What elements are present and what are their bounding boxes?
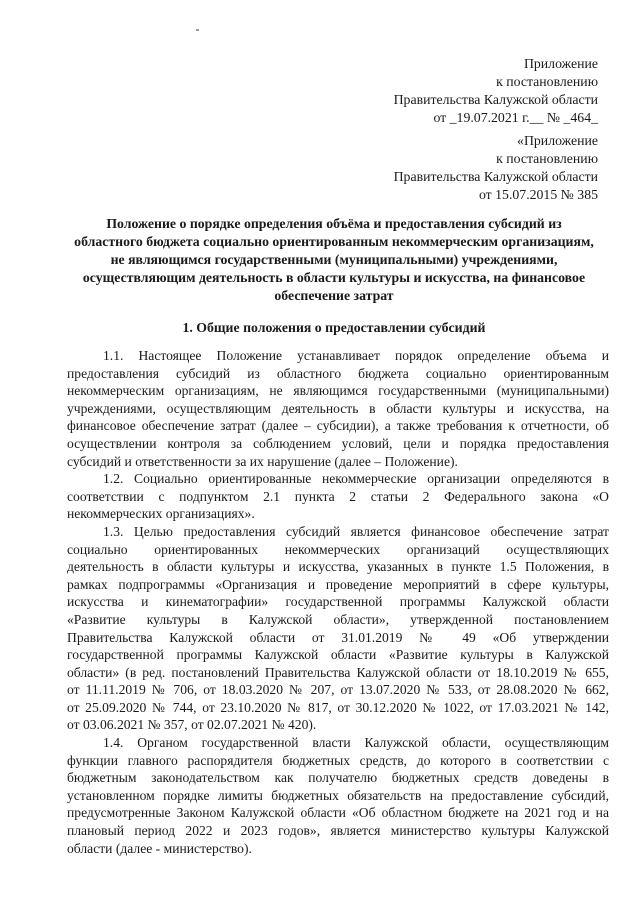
appendix-original-line: Правительства Калужской области (393, 169, 598, 184)
paragraph-1-1 (67, 347, 609, 470)
document-body (67, 347, 609, 857)
text-line: 1.4. Органом государственной власти Калужской области, осуществляющим (103, 735, 609, 751)
appendix-current-line: Приложение (523, 56, 598, 71)
text-line: области» (в ред. постановлений Правительства Калужской области от 18.10.2019 № 655, (67, 664, 609, 680)
appendix-current-line: от _19.07.2021 г.__ № _464_ (433, 110, 598, 125)
text-line: искусства и кинематографии» государственной программы Калужской области (67, 594, 609, 610)
text-line: социально ориентированных некоммерческих организаций осуществляющих (67, 541, 609, 557)
text-line: от 25.09.2020 № 744, от 23.10.2020 № 817, от 30.12.2020 № 1022, от 17.03.2021 № 142, (67, 699, 609, 715)
title-line: не являющимся государственными (муниципальными) учреждениями, (110, 252, 558, 267)
text-line: 1.2. Социально ориентированные некоммерческие организации определяются в (103, 471, 609, 487)
paragraph-1-2 (67, 470, 609, 523)
text-line: рамках подпрограммы «Организация и проведение мероприятий в сфере культуры, (67, 576, 609, 592)
appendix-original-block (394, 132, 598, 204)
text-line: финансовое обеспечение затрат (далее – субсидии), а также требования к отчетности, об (67, 418, 609, 434)
text-line: государственной программы Калужской области «Развитие культуры в Калужской (67, 647, 609, 663)
text-line: осуществлении контроля за соблюдением условий, цели и порядка предоставления (67, 435, 609, 451)
text-line: 1.3. Целью предоставления субсидий является финансовое обеспечение затрат (103, 523, 609, 539)
appendix-original-line: от 15.07.2015 № 385 (478, 187, 598, 202)
text-line: учреждениями, осуществляющим деятельность в области культуры и искусства, на (67, 400, 609, 416)
scan-speck (196, 29, 199, 31)
text-line: предоставления субсидий из областного бюджета социально ориентированным (67, 365, 609, 381)
title-line: Положение о порядке определения объёма и предоставления субсидий из (106, 216, 562, 231)
section-heading: 1. Общие положения о предоставлении субсидий (182, 320, 486, 335)
text-line: области (далее - министерство). (67, 840, 252, 856)
text-line: «Развитие культуры в Калужской области», утвержденной постановлением (67, 611, 609, 627)
text-line: деятельность в области культуры и искусства, указанных в пункте 1.5 Положения, в (67, 559, 609, 575)
document-title (60, 215, 608, 305)
paragraph-1-3 (67, 523, 609, 734)
text-line: бюджетным законодательством как получателю бюджетных средств доведены в (67, 770, 609, 786)
text-line: субсидий и ответственности за их нарушение (далее – Положение). (67, 453, 458, 469)
appendix-current-line: Правительства Калужской области (393, 92, 598, 107)
text-line: некоммерческих организациях». (67, 506, 255, 522)
paragraph-1-4 (67, 734, 609, 857)
appendix-original-line: к постановлению (496, 151, 598, 166)
text-line: соответствии с подпунктом 2.1 пункта 2 статьи 2 Федерального закона «О (67, 488, 609, 504)
text-line: от 11.11.2019 № 706, от 18.03.2020 № 207, от 13.07.2020 № 533, от 28.08.2020 № 662, (67, 682, 609, 698)
text-line: функции главного распорядителя бюджетных средств, до которого в соответствии с (67, 752, 609, 768)
appendix-current-line: к постановлению (496, 74, 598, 89)
title-line: обеспечение затрат (274, 288, 394, 303)
appendix-original-line: «Приложение (517, 133, 598, 148)
appendix-current-block (394, 55, 598, 127)
text-line: Правительства Калужской области от 31.01.2019 № 49 «Об утверждении (67, 629, 609, 645)
text-line: предусмотренные Законом Калужской области «Об областном бюджете на 2021 год и на (67, 805, 609, 821)
text-line: от 03.06.2021 № 357, от 02.07.2021 № 420). (67, 717, 317, 733)
text-line: 1.1. Настоящее Положение устанавливает порядок определение объема и (103, 348, 609, 363)
title-line: осуществляющим деятельность в области культуры и искусства, на финансовое (82, 270, 586, 285)
text-line: плановый период 2022 и 2023 годов», является министерство культуры Калужской (67, 823, 609, 839)
text-line: некоммерческим организациям, не являющимся государственными (муниципальными) (67, 383, 609, 399)
title-line: областного бюджета социально ориентированным некоммерческим организациям, (74, 234, 594, 249)
text-line: установленном порядке лимиты бюджетных обязательств на предоставление субсидий, (67, 787, 609, 803)
